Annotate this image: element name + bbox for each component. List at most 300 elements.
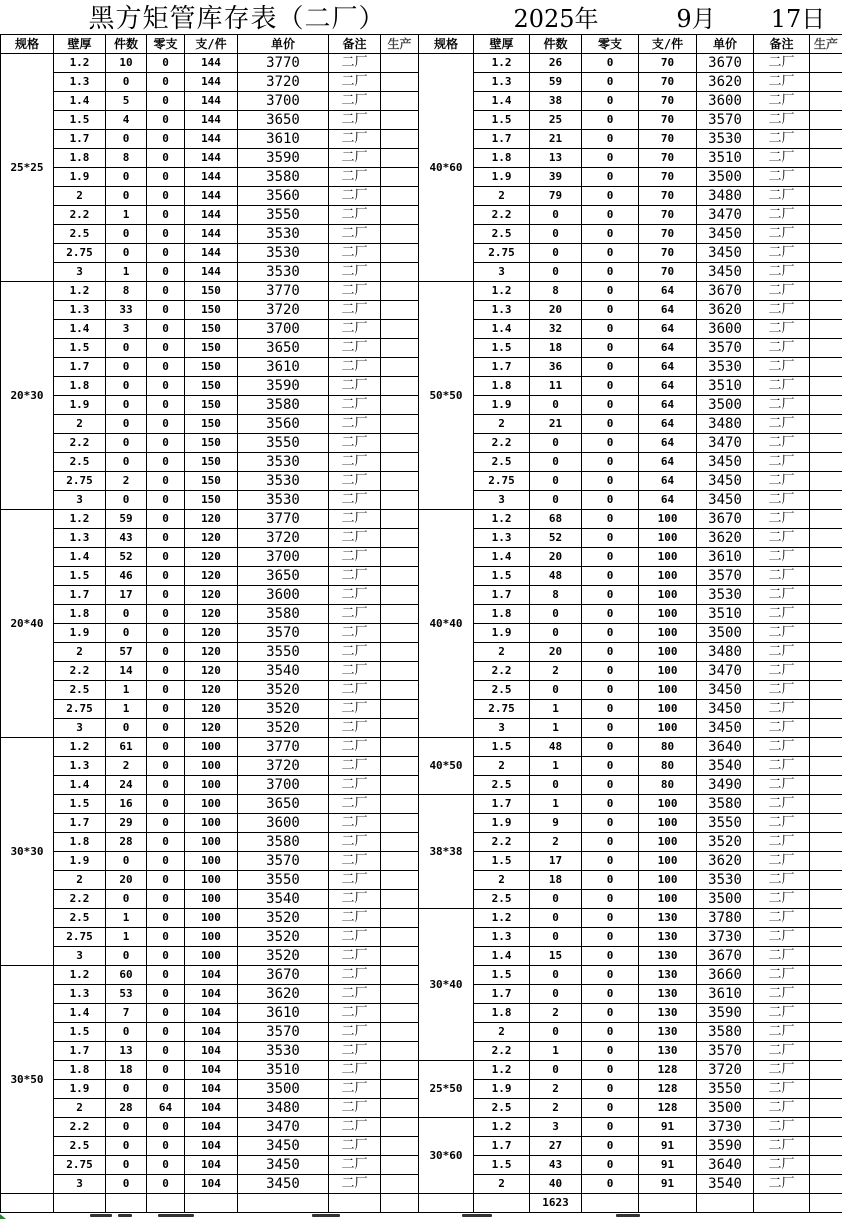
note-cell: 二厂: [329, 624, 381, 643]
pieces-cell: 0: [530, 1023, 582, 1042]
production-cell-left: [381, 966, 419, 985]
per-piece-cell: 70: [639, 187, 697, 206]
price-cell: 3570: [697, 339, 754, 358]
note-cell: 二厂: [754, 700, 810, 719]
per-piece-cell: 104: [185, 1099, 238, 1118]
price-cell: 3480: [238, 1099, 329, 1118]
note-cell: 二厂: [329, 111, 381, 130]
price-cell: 3530: [238, 472, 329, 491]
loose-cell: 0: [582, 510, 639, 529]
loose-cell: 0: [582, 111, 639, 130]
note-cell: 二厂: [754, 871, 810, 890]
production-cell-right: [810, 624, 842, 643]
note-cell: 二厂: [329, 1042, 381, 1061]
production-cell-left: [381, 700, 419, 719]
price-cell: 3450: [697, 263, 754, 282]
note-cell: 二厂: [329, 1004, 381, 1023]
loose-cell: 0: [147, 909, 185, 928]
per-piece-cell: 150: [185, 434, 238, 453]
thickness-cell: 1.8: [474, 1004, 530, 1023]
pieces-cell: 3: [530, 1118, 582, 1137]
loose-cell: 0: [147, 320, 185, 339]
production-cell-left: [381, 1080, 419, 1099]
loose-cell: 0: [582, 415, 639, 434]
price-cell: 3600: [238, 586, 329, 605]
loose-cell: 0: [147, 1175, 185, 1194]
loose-cell: 0: [582, 453, 639, 472]
spec-cell: 30*30: [1, 738, 54, 966]
note-cell: 二厂: [754, 453, 810, 472]
pieces-cell: 0: [530, 1061, 582, 1080]
production-cell-right: [810, 814, 842, 833]
thickness-cell: 2.75: [54, 928, 106, 947]
production-cell-left: [381, 1023, 419, 1042]
production-cell-left: [381, 605, 419, 624]
thickness-cell: 1.4: [54, 1004, 106, 1023]
pieces-cell: 48: [530, 738, 582, 757]
loose-cell: 0: [582, 738, 639, 757]
loose-cell: 0: [582, 1080, 639, 1099]
loose-cell: 0: [147, 472, 185, 491]
production-cell-left: [381, 282, 419, 301]
price-cell: 3650: [238, 567, 329, 586]
per-piece-cell: 70: [639, 92, 697, 111]
spec-cell: 40*60: [419, 54, 474, 282]
note-cell: 二厂: [754, 985, 810, 1004]
note-cell: 二厂: [754, 206, 810, 225]
empty-cell: [582, 1194, 639, 1213]
note-cell: 二厂: [329, 966, 381, 985]
loose-cell: 0: [147, 130, 185, 149]
per-piece-cell: 144: [185, 92, 238, 111]
production-cell-right: [810, 1042, 842, 1061]
spec-cell: 38*38: [419, 795, 474, 909]
per-piece-cell: 64: [639, 301, 697, 320]
per-piece-cell: 144: [185, 244, 238, 263]
thickness-cell: 1.2: [54, 738, 106, 757]
per-piece-cell: 150: [185, 377, 238, 396]
per-piece-cell: 144: [185, 149, 238, 168]
price-cell: 3570: [238, 852, 329, 871]
loose-cell: 0: [147, 54, 185, 73]
note-cell: 二厂: [329, 1137, 381, 1156]
price-cell: 3670: [697, 54, 754, 73]
price-cell: 3590: [697, 1004, 754, 1023]
note-cell: 二厂: [754, 1175, 810, 1194]
note-cell: 二厂: [754, 795, 810, 814]
pieces-cell: 1: [530, 700, 582, 719]
per-piece-cell: 150: [185, 453, 238, 472]
pieces-cell: 1: [530, 795, 582, 814]
pieces-cell: 40: [530, 1175, 582, 1194]
price-cell: 3620: [697, 852, 754, 871]
production-cell-right: [810, 890, 842, 909]
per-piece-cell: 70: [639, 206, 697, 225]
per-piece-cell: 100: [185, 757, 238, 776]
production-cell-right: [810, 757, 842, 776]
price-cell: 3720: [238, 301, 329, 320]
thickness-cell: 1.5: [474, 738, 530, 757]
empty-cell: [639, 1194, 697, 1213]
loose-cell: 0: [582, 377, 639, 396]
per-piece-cell: 100: [185, 947, 238, 966]
price-cell: 3500: [697, 890, 754, 909]
loose-cell: 0: [582, 282, 639, 301]
production-cell-left: [381, 909, 419, 928]
per-piece-cell: 104: [185, 1023, 238, 1042]
pieces-cell: 32: [530, 320, 582, 339]
date-day: 17日: [770, 5, 826, 33]
thickness-cell: 2: [54, 187, 106, 206]
pieces-cell: 38: [530, 92, 582, 111]
thickness-cell: 1.8: [474, 605, 530, 624]
pieces-cell: 2: [106, 757, 147, 776]
price-cell: 3580: [238, 396, 329, 415]
price-cell: 3530: [697, 130, 754, 149]
pieces-cell: 0: [106, 605, 147, 624]
note-cell: 二厂: [754, 586, 810, 605]
per-piece-cell: 70: [639, 149, 697, 168]
note-cell: 二厂: [754, 643, 810, 662]
pieces-cell: 1: [106, 909, 147, 928]
loose-cell: 0: [582, 1118, 639, 1137]
table-row: [1, 54, 842, 73]
price-cell: 3530: [238, 491, 329, 510]
production-cell-right: [810, 92, 842, 111]
note-cell: 二厂: [754, 92, 810, 111]
note-cell: 二厂: [754, 738, 810, 757]
thickness-cell: 1.2: [474, 510, 530, 529]
note-cell: 二厂: [329, 890, 381, 909]
note-cell: 二厂: [329, 130, 381, 149]
loose-cell: 0: [582, 1004, 639, 1023]
note-cell: 二厂: [754, 358, 810, 377]
thickness-cell: 3: [54, 719, 106, 738]
thickness-cell: 1.9: [474, 1080, 530, 1099]
loose-cell: 0: [147, 814, 185, 833]
loose-cell: 0: [582, 567, 639, 586]
note-cell: 二厂: [754, 719, 810, 738]
price-cell: 3620: [697, 301, 754, 320]
note-cell: 二厂: [754, 263, 810, 282]
price-cell: 3580: [697, 795, 754, 814]
thickness-cell: 1.4: [54, 320, 106, 339]
empty-cell: [54, 1194, 106, 1213]
thickness-cell: 1.8: [54, 377, 106, 396]
production-cell-left: [381, 1137, 419, 1156]
header-pieces-right: 件数: [530, 35, 582, 54]
thickness-cell: 2.2: [474, 206, 530, 225]
pieces-cell: 0: [106, 244, 147, 263]
note-cell: 二厂: [754, 244, 810, 263]
loose-cell: 0: [582, 187, 639, 206]
price-cell: 3620: [697, 73, 754, 92]
per-piece-cell: 100: [185, 890, 238, 909]
per-piece-cell: 104: [185, 985, 238, 1004]
production-cell-right: [810, 985, 842, 1004]
thickness-cell: 2.5: [474, 890, 530, 909]
thickness-cell: 3: [474, 719, 530, 738]
per-piece-cell: 128: [639, 1099, 697, 1118]
production-cell-right: [810, 567, 842, 586]
price-cell: 3530: [238, 263, 329, 282]
pieces-cell: 7: [106, 1004, 147, 1023]
thickness-cell: 1.5: [54, 795, 106, 814]
production-cell-right: [810, 472, 842, 491]
pieces-cell: 2: [530, 833, 582, 852]
empty-cell: [1, 1194, 54, 1213]
price-cell: 3640: [697, 738, 754, 757]
thickness-cell: 3: [54, 263, 106, 282]
pieces-cell: 28: [106, 833, 147, 852]
thickness-cell: 1.2: [54, 282, 106, 301]
production-cell-left: [381, 187, 419, 206]
thickness-cell: 1.7: [54, 358, 106, 377]
production-cell-right: [810, 852, 842, 871]
production-cell-left: [381, 339, 419, 358]
thickness-cell: 1.3: [474, 73, 530, 92]
per-piece-cell: 100: [185, 928, 238, 947]
production-cell-right: [810, 947, 842, 966]
production-cell-right: [810, 434, 842, 453]
per-piece-cell: 130: [639, 1004, 697, 1023]
thickness-cell: 2.5: [54, 909, 106, 928]
loose-cell: 0: [582, 1175, 639, 1194]
per-piece-cell: 144: [185, 168, 238, 187]
production-cell-right: [810, 1137, 842, 1156]
per-piece-cell: 100: [639, 567, 697, 586]
loose-cell: 0: [147, 928, 185, 947]
spec-cell: 50*50: [419, 282, 474, 510]
pieces-cell: 0: [106, 168, 147, 187]
thickness-cell: 1.9: [54, 1080, 106, 1099]
per-piece-cell: 120: [185, 586, 238, 605]
price-cell: 3650: [238, 795, 329, 814]
pieces-cell: 0: [530, 890, 582, 909]
per-piece-cell: 128: [639, 1080, 697, 1099]
per-piece-cell: 150: [185, 282, 238, 301]
header-per-piece-left: 支/件: [185, 35, 238, 54]
production-cell-right: [810, 396, 842, 415]
note-cell: 二厂: [754, 1137, 810, 1156]
pieces-cell: 0: [106, 947, 147, 966]
loose-cell: 0: [582, 168, 639, 187]
production-cell-right: [810, 339, 842, 358]
per-piece-cell: 80: [639, 757, 697, 776]
price-cell: 3550: [697, 1080, 754, 1099]
thickness-cell: 1.5: [474, 852, 530, 871]
production-cell-right: [810, 909, 842, 928]
per-piece-cell: 70: [639, 73, 697, 92]
loose-cell: 0: [147, 1118, 185, 1137]
thickness-cell: 1.8: [474, 377, 530, 396]
thickness-cell: 2: [474, 643, 530, 662]
note-cell: 二厂: [754, 1080, 810, 1099]
pieces-cell: 29: [106, 814, 147, 833]
production-cell-right: [810, 320, 842, 339]
production-cell-right: [810, 681, 842, 700]
pieces-cell: 15: [530, 947, 582, 966]
price-cell: 3650: [238, 111, 329, 130]
note-cell: 二厂: [754, 1023, 810, 1042]
production-cell-left: [381, 1042, 419, 1061]
note-cell: 二厂: [754, 1156, 810, 1175]
loose-cell: 0: [147, 586, 185, 605]
thickness-cell: 2.2: [474, 662, 530, 681]
thickness-cell: 1.4: [474, 947, 530, 966]
title-row: [1, 4, 842, 35]
per-piece-cell: 150: [185, 415, 238, 434]
price-cell: 3590: [238, 149, 329, 168]
price-cell: 3450: [697, 453, 754, 472]
per-piece-cell: 150: [185, 396, 238, 415]
thickness-cell: 1.4: [54, 92, 106, 111]
pieces-cell: 0: [106, 453, 147, 472]
price-cell: 3550: [238, 206, 329, 225]
note-cell: 二厂: [329, 548, 381, 567]
per-piece-cell: 104: [185, 966, 238, 985]
per-piece-cell: 104: [185, 1175, 238, 1194]
pieces-cell: 0: [530, 966, 582, 985]
note-cell: 二厂: [329, 301, 381, 320]
per-piece-cell: 100: [185, 852, 238, 871]
price-cell: 3580: [238, 168, 329, 187]
per-piece-cell: 150: [185, 472, 238, 491]
production-cell-right: [810, 130, 842, 149]
per-piece-cell: 100: [639, 700, 697, 719]
price-cell: 3720: [238, 73, 329, 92]
per-piece-cell: 128: [639, 1061, 697, 1080]
price-cell: 3570: [697, 567, 754, 586]
thickness-cell: 1.7: [474, 130, 530, 149]
price-cell: 3470: [238, 1118, 329, 1137]
pieces-cell: 10: [106, 54, 147, 73]
loose-cell: 0: [147, 757, 185, 776]
pieces-cell: 0: [530, 225, 582, 244]
per-piece-cell: 91: [639, 1175, 697, 1194]
production-cell-right: [810, 871, 842, 890]
per-piece-cell: 100: [185, 776, 238, 795]
production-cell-left: [381, 586, 419, 605]
price-cell: 3610: [697, 548, 754, 567]
per-piece-cell: 100: [185, 833, 238, 852]
loose-cell: 0: [582, 586, 639, 605]
per-piece-cell: 100: [185, 814, 238, 833]
table-row: [1, 282, 842, 301]
note-cell: 二厂: [754, 852, 810, 871]
loose-cell: 0: [582, 833, 639, 852]
thickness-cell: 1.3: [54, 73, 106, 92]
production-cell-right: [810, 244, 842, 263]
loose-cell: 0: [147, 548, 185, 567]
thickness-cell: 2.5: [54, 225, 106, 244]
note-cell: 二厂: [754, 548, 810, 567]
thickness-cell: 1.5: [54, 567, 106, 586]
loose-cell: 0: [147, 92, 185, 111]
header-price-left: 单价: [238, 35, 329, 54]
per-piece-cell: 104: [185, 1080, 238, 1099]
production-cell-right: [810, 1080, 842, 1099]
loose-cell: 0: [582, 928, 639, 947]
per-piece-cell: 64: [639, 358, 697, 377]
thickness-cell: 1.3: [54, 985, 106, 1004]
loose-cell: 0: [582, 206, 639, 225]
loose-cell: 0: [147, 1061, 185, 1080]
price-cell: 3590: [697, 1137, 754, 1156]
loose-cell: 0: [147, 282, 185, 301]
note-cell: 二厂: [329, 1118, 381, 1137]
header-row: [1, 35, 842, 54]
price-cell: 3510: [697, 149, 754, 168]
loose-cell: 0: [147, 1004, 185, 1023]
thickness-cell: 1.8: [54, 833, 106, 852]
pieces-cell: 26: [530, 54, 582, 73]
production-cell-right: [810, 225, 842, 244]
thickness-cell: 1.7: [54, 814, 106, 833]
price-cell: 3480: [697, 643, 754, 662]
production-cell-left: [381, 852, 419, 871]
table-row: [1, 510, 842, 529]
per-piece-cell: 100: [185, 738, 238, 757]
price-cell: 3520: [238, 909, 329, 928]
thickness-cell: 1.7: [54, 130, 106, 149]
thickness-cell: 3: [54, 947, 106, 966]
price-cell: 3470: [697, 662, 754, 681]
per-piece-cell: 120: [185, 643, 238, 662]
loose-cell: 0: [582, 1099, 639, 1118]
pieces-cell: 0: [106, 1156, 147, 1175]
per-piece-cell: 64: [639, 339, 697, 358]
thickness-cell: 1.7: [474, 1137, 530, 1156]
thickness-cell: 1.8: [54, 605, 106, 624]
loose-cell: 0: [147, 187, 185, 206]
thickness-cell: 1.5: [474, 111, 530, 130]
production-cell-left: [381, 434, 419, 453]
thickness-cell: 2.5: [474, 681, 530, 700]
loose-cell: 0: [147, 605, 185, 624]
thickness-cell: 2: [474, 871, 530, 890]
per-piece-cell: 150: [185, 320, 238, 339]
pieces-cell: 52: [106, 548, 147, 567]
per-piece-cell: 100: [639, 890, 697, 909]
loose-cell: 0: [582, 434, 639, 453]
header-spec-right: 规格: [419, 35, 474, 54]
loose-cell: 0: [582, 681, 639, 700]
price-cell: 3610: [238, 1004, 329, 1023]
loose-cell: 0: [582, 966, 639, 985]
empty-cell: [329, 1194, 381, 1213]
pieces-cell: 0: [530, 681, 582, 700]
price-cell: 3640: [697, 1156, 754, 1175]
pieces-cell: 0: [106, 491, 147, 510]
production-cell-left: [381, 795, 419, 814]
note-cell: 二厂: [329, 73, 381, 92]
pieces-cell: 20: [530, 301, 582, 320]
pieces-cell: 0: [106, 434, 147, 453]
thickness-cell: 2.2: [54, 434, 106, 453]
note-cell: 二厂: [329, 377, 381, 396]
loose-cell: 0: [582, 795, 639, 814]
loose-cell: 0: [147, 73, 185, 92]
pieces-cell: 0: [530, 453, 582, 472]
price-cell: 3520: [238, 681, 329, 700]
price-cell: 3550: [238, 871, 329, 890]
production-cell-left: [381, 985, 419, 1004]
price-cell: 3530: [238, 1042, 329, 1061]
per-piece-cell: 91: [639, 1137, 697, 1156]
pieces-cell: 8: [530, 586, 582, 605]
production-cell-left: [381, 491, 419, 510]
